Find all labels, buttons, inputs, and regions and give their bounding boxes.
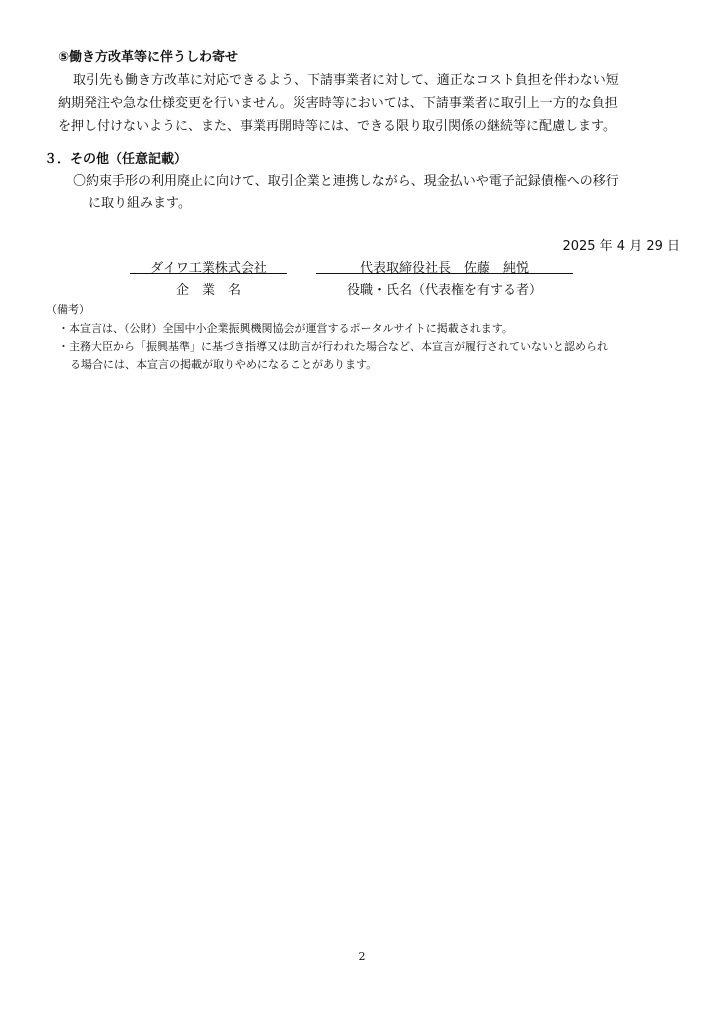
note-item-1: ・本宣言は、（公財）全国中小企業振興機関協会が運営するポータルサイトに掲載されます。 xyxy=(58,322,513,335)
declaration-date: 2025 年 4 月 29 日 xyxy=(562,239,680,254)
page-number: 2 xyxy=(358,950,366,963)
notes-header: （備考） xyxy=(46,303,90,316)
section-5-line-1: 取引先も働き方改革に対応できるよう、下請事業者に対して、適正なコスト負担を伴わない短 xyxy=(73,73,619,88)
representative-label: 役職・氏名（代表権を有する者） xyxy=(346,283,542,298)
representative-name: 代表取締役社長 佐藤 純悦 xyxy=(359,261,529,276)
note-item-2-continued: る場合には、本宣言の掲載が取りやめになることがあります。 xyxy=(70,358,378,371)
note-item-2: ・主務大臣から「振興基準」に基づき指導又は助言が行われた場合など、本宣言が履行されていないと認められ xyxy=(58,340,608,353)
section-5-line-3: を押し付けないように、また、事業再開時等には、できる限り取引関係の継続等に配慮します。 xyxy=(58,119,616,134)
section-3-line-1: 〇約束手形の利用廃止に向けて、取引企業と連携しながら、現金払いや電子記録債権への移行 xyxy=(73,174,619,189)
company-name: ダイワ工業株式会社 xyxy=(150,261,267,276)
company-name-underline xyxy=(130,273,287,274)
section-3-title: ３．その他（任意記載） xyxy=(44,152,188,167)
representative-underline xyxy=(316,273,573,274)
section-5-line-2: 納期発注や急な仕様変更を行いません。災害時等においては、下請事業者に取引上一方的な負担 xyxy=(58,96,618,111)
section-5-title: ⑤働き方改革等に伴うしわ寄せ xyxy=(58,50,239,65)
company-label: 企 業 名 xyxy=(175,283,241,298)
section-3-line-2: に取り組みます。 xyxy=(88,196,191,211)
